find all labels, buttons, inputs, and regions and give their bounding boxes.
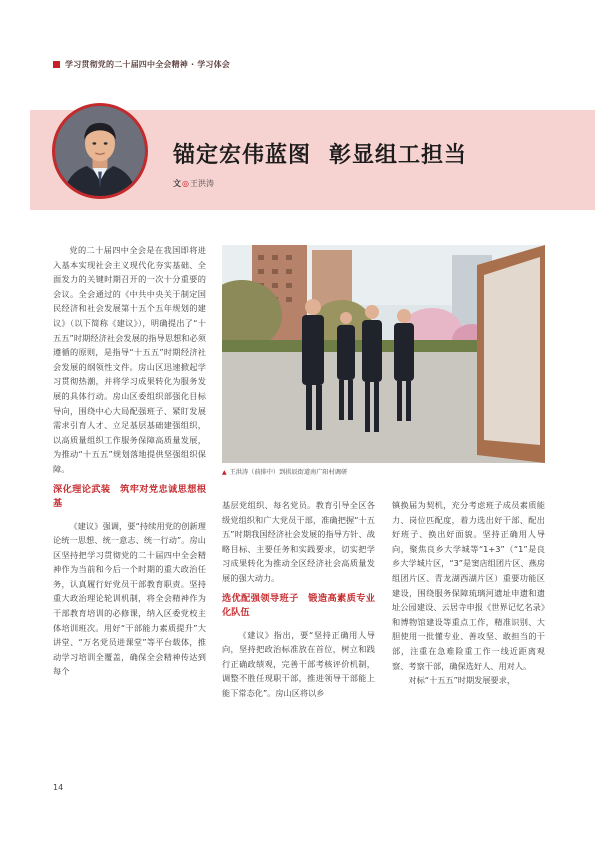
byline-dot: ◎ — [182, 179, 189, 188]
red-square-icon — [53, 61, 60, 68]
article-title-part1: 锚定宏伟蓝图 — [173, 143, 312, 168]
body-paragraph: 《建议》强调，要“持续用党的创新理论统一思想、统一意志、统一行动”。房山区坚持把学习贯彻党的二十届四中全会精神作为当前和今后一个时期的重大政治任务，认真履行好党员干部教育职责。坚持重大政治理论轮训机制，将全会精神作为干部教育培训的必修课，纳入区委党校主体培训班次。用好“干部能力素质提升”大讲堂、“万名党员进课堂”等平台载体，推动学习培训全覆盖，确保全会精神传达到每个 — [53, 520, 206, 677]
body-column-3 — [392, 498, 545, 688]
body-paragraph: 《建议》指出，要“坚持正确用人导向，坚持把政治标准放在首位，树立和践行正确政绩观，完善干部考核评价机制，调整不胜任现职干部，推进领导干部能上能下常态化”。房山区将以乡 — [222, 629, 375, 698]
author-portrait — [52, 103, 148, 199]
byline — [173, 178, 214, 189]
section-heading: 选优配强领导班子 锻造高素质专业化队伍 — [222, 592, 375, 618]
column-title: 学习贯彻党的二十届四中全会精神 · 学习体会 — [65, 59, 231, 69]
body-paragraph: 基层党组织、每名党员。教育引导全区各级党组织和广大党员干部，准确把握“十五五”时期我国经济社会发展的指导方针、战略目标、主要任务和实践要求，切实把学习成果转化为推动全区经济社会高质量发展的强大动力。 — [222, 500, 375, 583]
byline-prefix: 文 — [173, 179, 181, 188]
body-paragraph: 党的二十届四中全会是在我国即将进入基本实现社会主义现代化夯实基础、全面发力的关键时期召开的一次十分重要的会议。全会通过的《中共中央关于制定国民经济和社会发展第十五个五年规划的建议》（以下简称《建议》），明确提出了“十五五”时期经济社会发展的指导思想和必须遵循的原则，是指导“十五五”时期经济社会发展的纲领性文件。房山区迅速掀起学习贯彻热潮，并将学习成果转化为服务发展的具体行动。房山区委组织部强化目标导向，围绕中心大局配强班子、紧盯发展需求引育人才、立足基层基础建强组织，以高质量组织工作服务保障高质量发展，为推动“十五五”规划落地提供坚强组织保障。 — [53, 245, 206, 474]
section-heading: 深化理论武装 筑牢对党忠诚思想根基 — [53, 483, 206, 509]
article-photo — [222, 245, 545, 463]
photo-illustration — [222, 245, 545, 463]
column-header — [53, 57, 230, 71]
body-paragraph: 镇换届为契机，充分考虑班子成员素质能力、岗位匹配度，着力选出好干部、配出好班子、换出好面貌。坚持正确用人导向，聚焦良乡大学城等“1+3”（“1”是良乡大学城片区，“3”是窦店组团片区、燕房组团片区、青龙湖西湖片区）重要功能区建设，围绕服务保障琉璃河遗址申遗和遗址公园建设、云居寺申报《世界记忆名录》和博物馆建设等重点工作，精准识别、大胆使用一批懂专业、善攻坚、敢担当的干部，注重在急难险重工作一线近距离观察、考察干部，确保选好人、用对人。 — [392, 500, 545, 671]
photo-caption — [222, 467, 347, 476]
author-portrait-illustration — [55, 106, 145, 196]
body-column-2 — [222, 498, 375, 701]
article-title — [173, 138, 467, 169]
page-number: 14 — [53, 783, 64, 792]
body-paragraph: 对标“十五五”时期发展要求， — [408, 675, 516, 686]
triangle-marker-icon: ▲ — [222, 469, 227, 476]
body-column-1 — [53, 243, 206, 679]
author-name: 王洪涛 — [189, 179, 214, 188]
photo-caption-text: 王洪涛（前排中）到拱辰街道南广阳村调研 — [229, 469, 348, 476]
article-title-part2: 彰显组工担当 — [329, 143, 468, 168]
